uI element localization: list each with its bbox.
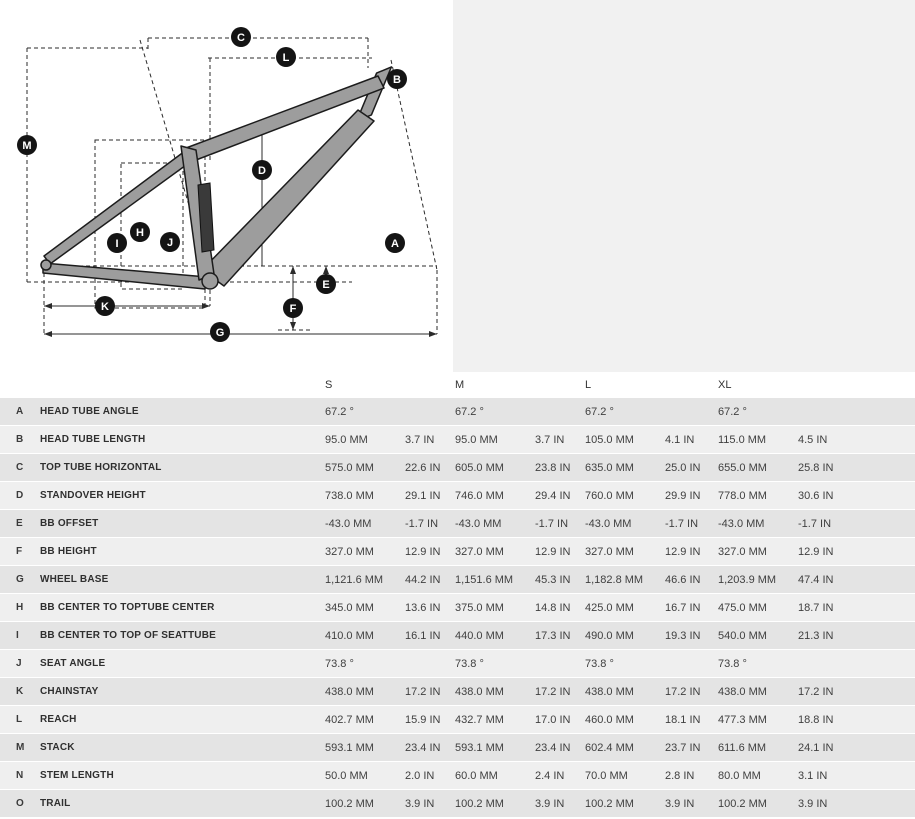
row-value: -43.0 MM <box>718 517 765 530</box>
marker-letter: B <box>393 74 401 86</box>
row-value: 115.0 MM <box>718 433 767 446</box>
row-value: 80.0 MM <box>718 769 761 782</box>
table-row <box>0 398 915 426</box>
row-value: 4.5 IN <box>798 433 828 446</box>
row-value: 21.3 IN <box>798 629 834 642</box>
row-value: 375.0 MM <box>455 601 504 614</box>
row-value: 760.0 MM <box>585 489 634 502</box>
row-value: 29.4 IN <box>535 489 571 502</box>
marker-letter: K <box>101 301 109 313</box>
row-key: J <box>16 658 22 669</box>
top-section <box>0 0 915 372</box>
row-value: 60.0 MM <box>455 769 498 782</box>
row-value: 30.6 IN <box>798 489 834 502</box>
row-value: 327.0 MM <box>585 545 634 558</box>
row-value: 440.0 MM <box>455 629 504 642</box>
size-header-row <box>0 372 915 398</box>
row-value: 100.2 MM <box>718 797 767 810</box>
row-value: 593.1 MM <box>455 741 504 754</box>
row-value: 2.4 IN <box>535 769 565 782</box>
side-panel <box>453 0 915 372</box>
table-row <box>0 426 915 454</box>
row-value: 29.1 IN <box>405 489 441 502</box>
bike-frame <box>41 67 391 289</box>
table-row <box>0 510 915 538</box>
table-row <box>0 538 915 566</box>
row-key: D <box>16 490 24 501</box>
row-label: CHAINSTAY <box>40 686 99 697</box>
table-row <box>0 594 915 622</box>
row-value: 432.7 MM <box>455 713 504 726</box>
row-value: 4.1 IN <box>665 433 695 446</box>
row-key: N <box>16 770 24 781</box>
row-value: 73.8 ° <box>718 657 747 670</box>
row-value: 17.0 IN <box>535 713 571 726</box>
marker-letter: L <box>282 52 290 64</box>
row-value: 23.7 IN <box>665 741 701 754</box>
row-value: 22.6 IN <box>405 461 441 474</box>
bottom-bracket <box>202 273 218 289</box>
size-header-l: L <box>585 379 592 391</box>
marker-letter: A <box>391 238 399 250</box>
row-label: WHEEL BASE <box>40 574 109 585</box>
size-header-xl: XL <box>718 379 732 391</box>
geometry-table <box>0 372 915 818</box>
row-value: 602.4 MM <box>585 741 634 754</box>
row-value: 438.0 MM <box>455 685 504 698</box>
row-key: H <box>16 602 24 613</box>
marker-letter: C <box>237 32 245 44</box>
row-value: 490.0 MM <box>585 629 634 642</box>
marker-m <box>17 135 37 155</box>
row-key: C <box>16 462 24 473</box>
marker-f <box>283 298 303 318</box>
marker-i <box>107 233 127 253</box>
row-value: 19.3 IN <box>665 629 701 642</box>
row-value: 12.9 IN <box>798 545 834 558</box>
marker-letter: M <box>22 140 32 152</box>
row-value: -43.0 MM <box>325 517 372 530</box>
row-value: 611.6 MM <box>718 741 767 754</box>
row-value: 73.8 ° <box>585 657 614 670</box>
marker-a <box>385 233 405 253</box>
row-value: 17.2 IN <box>665 685 701 698</box>
row-value: 12.9 IN <box>665 545 701 558</box>
row-value: 105.0 MM <box>585 433 634 446</box>
row-value: 593.1 MM <box>325 741 374 754</box>
row-key: A <box>16 406 24 417</box>
row-value: 1,203.9 MM <box>718 573 777 586</box>
row-label: HEAD TUBE LENGTH <box>40 434 146 445</box>
row-value: 475.0 MM <box>718 601 767 614</box>
row-value: 3.1 IN <box>798 769 828 782</box>
marker-letter: G <box>215 327 225 339</box>
row-value: 738.0 MM <box>325 489 374 502</box>
row-label: TRAIL <box>40 798 71 809</box>
row-value: 17.2 IN <box>535 685 571 698</box>
row-value: 67.2 ° <box>585 405 614 418</box>
row-value: 3.7 IN <box>535 433 565 446</box>
row-value: 16.7 IN <box>665 601 701 614</box>
marker-c <box>231 27 251 47</box>
row-value: 1,121.6 MM <box>325 573 384 586</box>
marker-letter: F <box>289 303 297 315</box>
row-value: 29.9 IN <box>665 489 701 502</box>
marker-d <box>252 160 272 180</box>
row-value: 3.9 IN <box>798 797 828 810</box>
marker-k <box>95 296 115 316</box>
row-value: -43.0 MM <box>585 517 632 530</box>
row-value: 460.0 MM <box>585 713 634 726</box>
marker-letter: E <box>322 279 330 291</box>
row-value: 50.0 MM <box>325 769 368 782</box>
rear-dropout <box>41 260 51 270</box>
row-value: 25.0 IN <box>665 461 701 474</box>
row-label: BB CENTER TO TOP OF SEATTUBE <box>40 630 216 641</box>
marker-letter: I <box>115 238 119 250</box>
row-key: L <box>16 714 23 725</box>
size-header-m: M <box>455 379 465 391</box>
row-value: 24.1 IN <box>798 741 834 754</box>
row-key: E <box>16 518 23 529</box>
row-key: O <box>16 798 24 809</box>
table-row <box>0 650 915 678</box>
geometry-diagram-area <box>0 0 453 372</box>
size-header-s: S <box>325 379 333 391</box>
row-value: 46.6 IN <box>665 573 701 586</box>
row-value: 605.0 MM <box>455 461 504 474</box>
row-value: 23.4 IN <box>405 741 441 754</box>
row-value: 18.1 IN <box>665 713 701 726</box>
row-value: 2.0 IN <box>405 769 435 782</box>
row-value: 655.0 MM <box>718 461 767 474</box>
row-key: K <box>16 686 24 697</box>
row-value: 1,182.8 MM <box>585 573 644 586</box>
row-value: 3.7 IN <box>405 433 435 446</box>
marker-e <box>316 274 336 294</box>
row-value: -1.7 IN <box>665 517 699 530</box>
row-value: 410.0 MM <box>325 629 374 642</box>
row-value: 327.0 MM <box>455 545 504 558</box>
row-value: 16.1 IN <box>405 629 441 642</box>
chain-stay <box>43 263 207 289</box>
marker-h <box>130 222 150 242</box>
row-value: 17.3 IN <box>535 629 571 642</box>
marker-l <box>276 47 296 67</box>
row-value: 1,151.6 MM <box>455 573 514 586</box>
geometry-table-body <box>0 398 915 818</box>
row-value: 13.6 IN <box>405 601 441 614</box>
row-value: -1.7 IN <box>798 517 832 530</box>
row-value: 12.9 IN <box>535 545 571 558</box>
row-label: BB CENTER TO TOPTUBE CENTER <box>40 602 215 613</box>
row-value: 67.2 ° <box>718 405 747 418</box>
row-value: 402.7 MM <box>325 713 374 726</box>
row-label: SEAT ANGLE <box>40 658 106 669</box>
row-value: 425.0 MM <box>585 601 634 614</box>
row-label: REACH <box>40 714 77 725</box>
row-value: 45.3 IN <box>535 573 571 586</box>
row-value: 438.0 MM <box>325 685 374 698</box>
row-value: 67.2 ° <box>455 405 484 418</box>
row-value: 778.0 MM <box>718 489 767 502</box>
row-value: -43.0 MM <box>455 517 502 530</box>
row-value: 18.8 IN <box>798 713 834 726</box>
row-value: 44.2 IN <box>405 573 441 586</box>
table-row <box>0 566 915 594</box>
row-value: 47.4 IN <box>798 573 834 586</box>
marker-letter: D <box>258 165 266 177</box>
table-row <box>0 734 915 762</box>
row-value: 14.8 IN <box>535 601 571 614</box>
row-value: 2.8 IN <box>665 769 695 782</box>
row-key: M <box>16 742 25 753</box>
row-value: 12.9 IN <box>405 545 441 558</box>
row-key: F <box>16 546 23 557</box>
row-value: 540.0 MM <box>718 629 767 642</box>
row-value: 25.8 IN <box>798 461 834 474</box>
marker-j <box>160 232 180 252</box>
row-value: 438.0 MM <box>718 685 767 698</box>
table-row <box>0 790 915 818</box>
marker-g <box>210 322 230 342</box>
row-label: TOP TUBE HORIZONTAL <box>40 462 162 473</box>
row-value: -1.7 IN <box>405 517 439 530</box>
row-value: 100.2 MM <box>455 797 504 810</box>
row-value: 100.2 MM <box>325 797 374 810</box>
row-key: G <box>16 574 24 585</box>
table-row <box>0 482 915 510</box>
row-value: 95.0 MM <box>455 433 498 446</box>
row-value: 17.2 IN <box>405 685 441 698</box>
table-row <box>0 678 915 706</box>
row-value: 100.2 MM <box>585 797 634 810</box>
row-value: 477.3 MM <box>718 713 767 726</box>
row-value: 3.9 IN <box>405 797 435 810</box>
row-value: 15.9 IN <box>405 713 441 726</box>
row-value: 327.0 MM <box>718 545 767 558</box>
row-key: B <box>16 434 24 445</box>
table-row <box>0 762 915 790</box>
row-value: 70.0 MM <box>585 769 628 782</box>
row-value: 73.8 ° <box>455 657 484 670</box>
row-label: BB HEIGHT <box>40 546 97 557</box>
row-value: 3.9 IN <box>535 797 565 810</box>
row-value: 327.0 MM <box>325 545 374 558</box>
row-value: 438.0 MM <box>585 685 634 698</box>
table-row <box>0 706 915 734</box>
row-label: STACK <box>40 742 75 753</box>
row-key: I <box>16 630 19 641</box>
row-label: HEAD TUBE ANGLE <box>40 406 139 417</box>
row-value: 575.0 MM <box>325 461 374 474</box>
geometry-diagram <box>0 0 453 372</box>
marker-letter: J <box>166 237 174 249</box>
table-row <box>0 622 915 650</box>
table-row <box>0 454 915 482</box>
row-value: 23.4 IN <box>535 741 571 754</box>
row-value: 746.0 MM <box>455 489 504 502</box>
row-value: 95.0 MM <box>325 433 368 446</box>
row-value: 23.8 IN <box>535 461 571 474</box>
marker-b <box>387 69 407 89</box>
row-label: STANDOVER HEIGHT <box>40 490 146 501</box>
row-value: 17.2 IN <box>798 685 834 698</box>
row-value: 635.0 MM <box>585 461 634 474</box>
row-value: -1.7 IN <box>535 517 569 530</box>
row-value: 73.8 ° <box>325 657 354 670</box>
row-value: 18.7 IN <box>798 601 834 614</box>
row-value: 345.0 MM <box>325 601 374 614</box>
marker-letter: H <box>136 227 144 239</box>
row-value: 3.9 IN <box>665 797 695 810</box>
row-label: BB OFFSET <box>40 518 99 529</box>
row-value: 67.2 ° <box>325 405 354 418</box>
row-label: STEM LENGTH <box>40 770 114 781</box>
